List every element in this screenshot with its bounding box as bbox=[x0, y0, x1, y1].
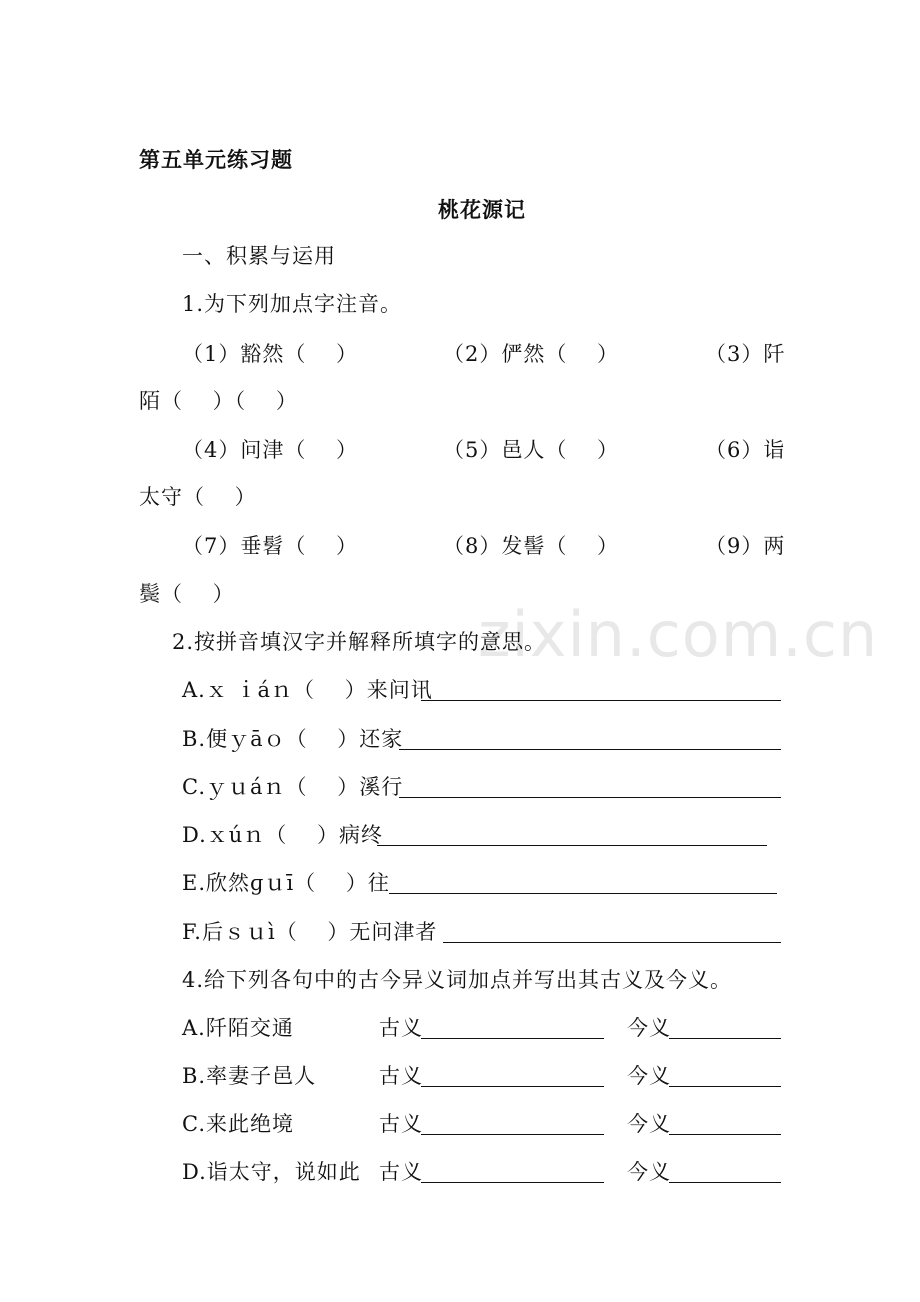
q1-item-8: （8）发髻（ ） bbox=[443, 534, 620, 558]
q4-item-d: D.诣太守，说如此 bbox=[182, 1160, 361, 1184]
q4-jin-label-d: 今义 bbox=[627, 1160, 671, 1184]
q4-jin-label-a: 今义 bbox=[627, 1016, 671, 1040]
q4-prompt: 4.给下列各句中的古今异义词加点并写出其古义及今义。 bbox=[182, 968, 733, 992]
q4-gu-label-a: 古义 bbox=[379, 1016, 423, 1040]
watermark: zixin.com.cn bbox=[478, 598, 879, 671]
q1-item-6: （6）诣 bbox=[705, 438, 786, 462]
q2-item-d: D.ｘúｎ（ ）病终 bbox=[182, 823, 383, 847]
q1-item-9: （9）两 bbox=[705, 534, 786, 558]
q4-gu-line-c[interactable] bbox=[421, 1134, 604, 1135]
q1-item-6-cont: 太守（ ） bbox=[139, 485, 257, 509]
q4-jin-label-b: 今义 bbox=[627, 1064, 671, 1088]
q1-item-2: （2）俨然（ ） bbox=[443, 342, 620, 366]
q2-item-a: A.ｘ ｉáｎ（ ）来问讯 bbox=[182, 678, 433, 702]
q4-gu-label-c: 古义 bbox=[379, 1112, 423, 1136]
q4-item-c: C.来此绝境 bbox=[182, 1112, 294, 1136]
q2-item-b: B.便ｙāｏ（ ）还家 bbox=[182, 727, 404, 751]
q1-item-7: （7）垂髫（ ） bbox=[182, 534, 359, 558]
q2-answer-line-a[interactable] bbox=[421, 700, 781, 701]
q2-prompt: 2.按拼音填汉字并解释所填字的意思。 bbox=[172, 630, 547, 654]
q1-prompt: 1.为下列加点字注音。 bbox=[182, 292, 403, 316]
q1-item-3-cont: 陌（ ）（ ） bbox=[139, 389, 298, 413]
q2-item-c: C.ｙｕáｎ（ ）溪行 bbox=[182, 775, 404, 799]
q1-item-1: （1）豁然（ ） bbox=[182, 342, 359, 366]
q4-jin-line-b[interactable] bbox=[669, 1086, 781, 1087]
q4-gu-label-b: 古义 bbox=[379, 1064, 423, 1088]
q2-answer-line-e[interactable] bbox=[389, 893, 777, 894]
q2-answer-line-b[interactable] bbox=[399, 749, 781, 750]
section-heading: 一、积累与运用 bbox=[182, 244, 336, 268]
q1-item-3: （3）阡 bbox=[705, 342, 786, 366]
q4-item-b: B.率妻子邑人 bbox=[182, 1064, 317, 1088]
q4-gu-line-b[interactable] bbox=[421, 1086, 604, 1087]
q1-item-9-cont: 鬓（ ） bbox=[139, 582, 235, 606]
q2-answer-line-f[interactable] bbox=[443, 942, 781, 943]
q4-gu-label-d: 古义 bbox=[379, 1160, 423, 1184]
q4-gu-line-d[interactable] bbox=[421, 1182, 604, 1183]
q4-jin-line-c[interactable] bbox=[669, 1134, 781, 1135]
q2-item-f: F.后ｓｕì（ ）无问津者 bbox=[182, 920, 438, 944]
q4-gu-line-a[interactable] bbox=[421, 1038, 604, 1039]
q4-jin-label-c: 今义 bbox=[627, 1112, 671, 1136]
page-title: 第五单元练习题 bbox=[139, 148, 293, 172]
q4-jin-line-a[interactable] bbox=[669, 1038, 781, 1039]
q4-item-a: A.阡陌交通 bbox=[182, 1016, 294, 1040]
q1-item-5: （5）邑人（ ） bbox=[443, 438, 620, 462]
q1-item-4: （4）问津（ ） bbox=[182, 438, 359, 462]
q2-item-e: E.欣然ɡｕī（ ）往 bbox=[182, 871, 390, 895]
lesson-title: 桃花源记 bbox=[438, 198, 526, 222]
q2-answer-line-d[interactable] bbox=[377, 845, 767, 846]
q2-answer-line-c[interactable] bbox=[399, 797, 781, 798]
q4-jin-line-d[interactable] bbox=[669, 1182, 781, 1183]
